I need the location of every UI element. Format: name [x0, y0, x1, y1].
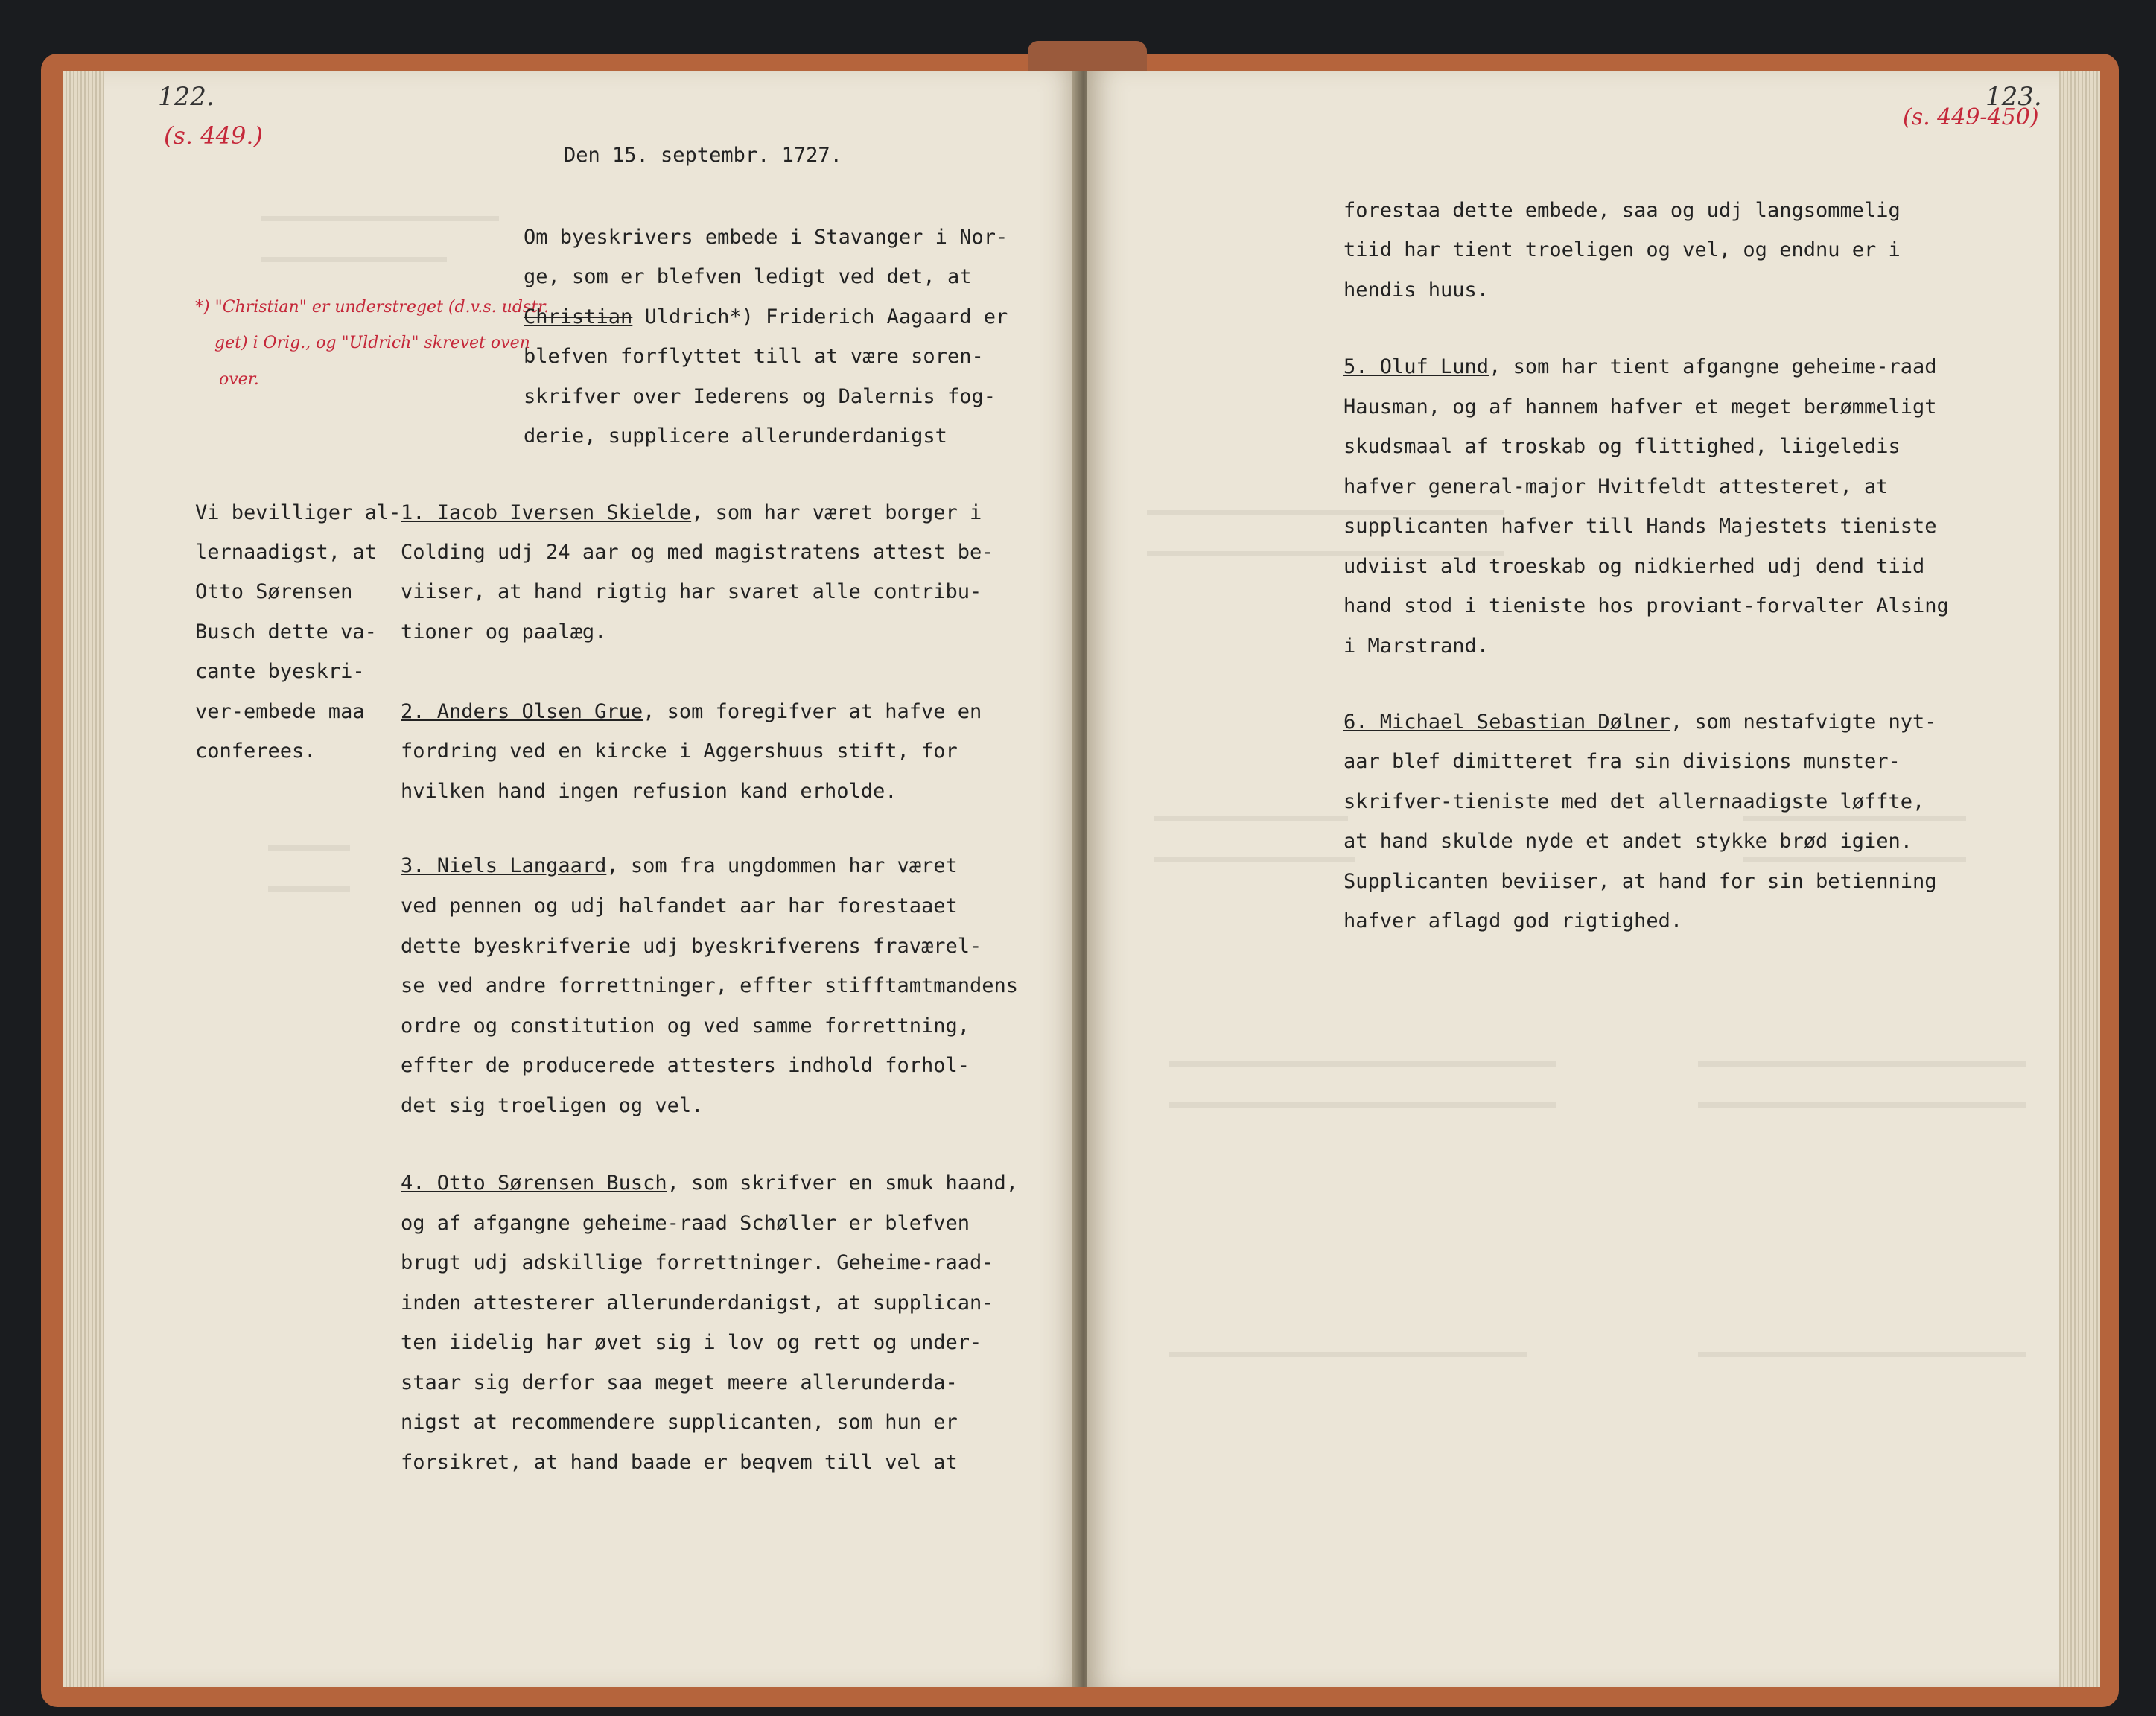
applicant-line: 1. Iacob Iversen Skielde, som har været borger i: [401, 501, 982, 524]
applicant-line: se ved andre forrettninger, effter stifftamtmandens: [401, 974, 1019, 997]
applicant-line: dette byeskrifverie udj byeskrifverens fraværel-: [401, 935, 982, 958]
applicant-line: nigst at recommendere supplicanten, som hun er: [401, 1411, 958, 1434]
applicant-line: hand stod i tieniste hos proviant-forvalter Alsing: [1343, 594, 1949, 617]
applicant-name: 4. Otto Sørensen Busch: [401, 1172, 667, 1195]
applicant-line: effter de producerede attesters indhold forhol-: [401, 1054, 970, 1077]
right-reference-note: (s. 449-450): [1903, 104, 2039, 130]
intro-line-4: blefven forflyttet till at være soren-: [524, 345, 984, 368]
applicant-line: 3. Niels Langaard, som fra ungdommen har været: [401, 854, 958, 877]
footnote-line-3: over.: [219, 370, 259, 389]
intro-line-5: skrifver over Iederens og Dalernis fog-: [524, 385, 996, 408]
applicant-line: skrifver-tieniste med det allernaadigste løffte,: [1343, 790, 1925, 813]
applicant-line: 2. Anders Olsen Grue, som foregifver at hafve en: [401, 700, 982, 723]
applicant-line: fordring ved en kircke i Aggershuus stift, for: [401, 740, 958, 763]
applicant-line: Colding udj 24 aar og med magistratens attest be-: [401, 541, 994, 564]
decision-line-6: ver-embede maa: [195, 700, 365, 723]
applicant-line: det sig troeligen og vel.: [401, 1094, 704, 1117]
applicant-line: Supplicanten beviiser, at hand for sin betienning: [1343, 870, 1937, 893]
applicant-line: hvilken hand ingen refusion kand erholde.: [401, 780, 897, 803]
applicant-line: aar blef dimitteret fra sin divisions munster-: [1343, 750, 1901, 773]
decision-line-3: Otto Sørensen: [195, 580, 353, 603]
applicant-name: 1. Iacob Iversen Skielde: [401, 501, 692, 524]
decision-line-2: lernaadigst, at: [195, 541, 377, 564]
left-page-number: 122.: [158, 82, 214, 112]
left-page-edges: [63, 71, 108, 1687]
continuation-line: forestaa dette embede, saa og udj langsommelig: [1343, 199, 1901, 222]
decision-line-4: Busch dette va-: [195, 620, 377, 644]
intro-line-6: derie, supplicere allerunderdanigst: [524, 425, 947, 448]
applicant-line: ved pennen og udj halfandet aar har forestaaet: [401, 894, 958, 918]
applicant-line: 6. Michael Sebastian Dølner, som nestafvigte nyt-: [1343, 711, 1937, 734]
applicant-line: staar sig derfor saa meget meere allerunderda-: [401, 1371, 958, 1394]
intro-line-3: [524, 297, 1008, 337]
applicant-line: forsikret, at hand baade er beqvem till vel at: [401, 1451, 958, 1474]
applicant-line: viiser, at hand rigtig har svaret alle contribu-: [401, 580, 982, 603]
applicant-line: og af afgangne geheime-raad Schøller er blefven: [401, 1212, 970, 1235]
decision-line-7: conferees.: [195, 740, 317, 763]
applicant-name: 2. Anders Olsen Grue: [401, 700, 643, 723]
applicant-line: tioner og paalæg.: [401, 620, 607, 644]
applicant-line: brugt udj adskillige forrettninger. Geheime-raad-: [401, 1251, 994, 1274]
date-heading: Den 15. septembr. 1727.: [564, 144, 842, 167]
applicant-line: hafver general-major Hvitfeldt attesteret, at: [1343, 475, 1889, 498]
applicant-line: at hand skulde nyde et andet stykke brød igien.: [1343, 830, 1913, 853]
applicant-name: 3. Niels Langaard: [401, 854, 607, 877]
applicant-line: supplicanten hafver till Hands Majestets tieniste: [1343, 515, 1937, 538]
applicant-line: 4. Otto Sørensen Busch, som skrifver en smuk haand,: [401, 1172, 1019, 1195]
intro-line-3-rest: Uldrich*) Friderich Aagaard er: [632, 305, 1008, 328]
applicant-line: Hausman, og af hannem hafver et meget berømmeligt: [1343, 395, 1937, 419]
applicant-line: 5. Oluf Lund, som har tient afgangne geheime-raad: [1343, 355, 1937, 378]
intro-line-1: Om byeskrivers embede i Stavanger i Nor-: [524, 226, 1008, 249]
decision-line-5: cante byeskri-: [195, 660, 365, 683]
continuation-line: hendis huus.: [1343, 279, 1489, 302]
applicant-name: 6. Michael Sebastian Dølner: [1343, 711, 1670, 734]
applicant-line: inden attesterer allerunderdanigst, at supplican-: [401, 1291, 994, 1315]
footnote-line-1: *) "Christian" er understreget (d.v.s. udstr.: [195, 298, 550, 317]
intro-line-2: ge, som er blefven ledigt ved det, at: [524, 265, 972, 288]
applicant-line: ten iidelig har øvet sig i lov og rett og under-: [401, 1331, 982, 1354]
applicant-line: hafver aflagd god rigtighed.: [1343, 909, 1683, 932]
applicant-line: ordre og constitution og ved samme forrettning,: [401, 1014, 970, 1037]
applicant-line: i Marstrand.: [1343, 635, 1489, 658]
applicant-line: udviist ald troeskab og nidkierhed udj dend tiid: [1343, 555, 1925, 578]
decision-line-1: Vi bevilliger al-: [195, 501, 401, 524]
applicant-name: 5. Oluf Lund: [1343, 355, 1489, 378]
continuation-line: tiid har tient troeligen og vel, og endnu er i: [1343, 238, 1901, 261]
struck-name: Christian: [524, 305, 633, 328]
applicant-line: skudsmaal af troskab og flittighed, liigeledis: [1343, 435, 1901, 458]
right-page-number: 123.: [1985, 82, 2042, 112]
footnote-line-2: get) i Orig., og "Uldrich" skrevet oven: [214, 334, 530, 352]
left-reference-note: (s. 449.): [164, 121, 263, 150]
right-page-edges: [2055, 71, 2100, 1687]
